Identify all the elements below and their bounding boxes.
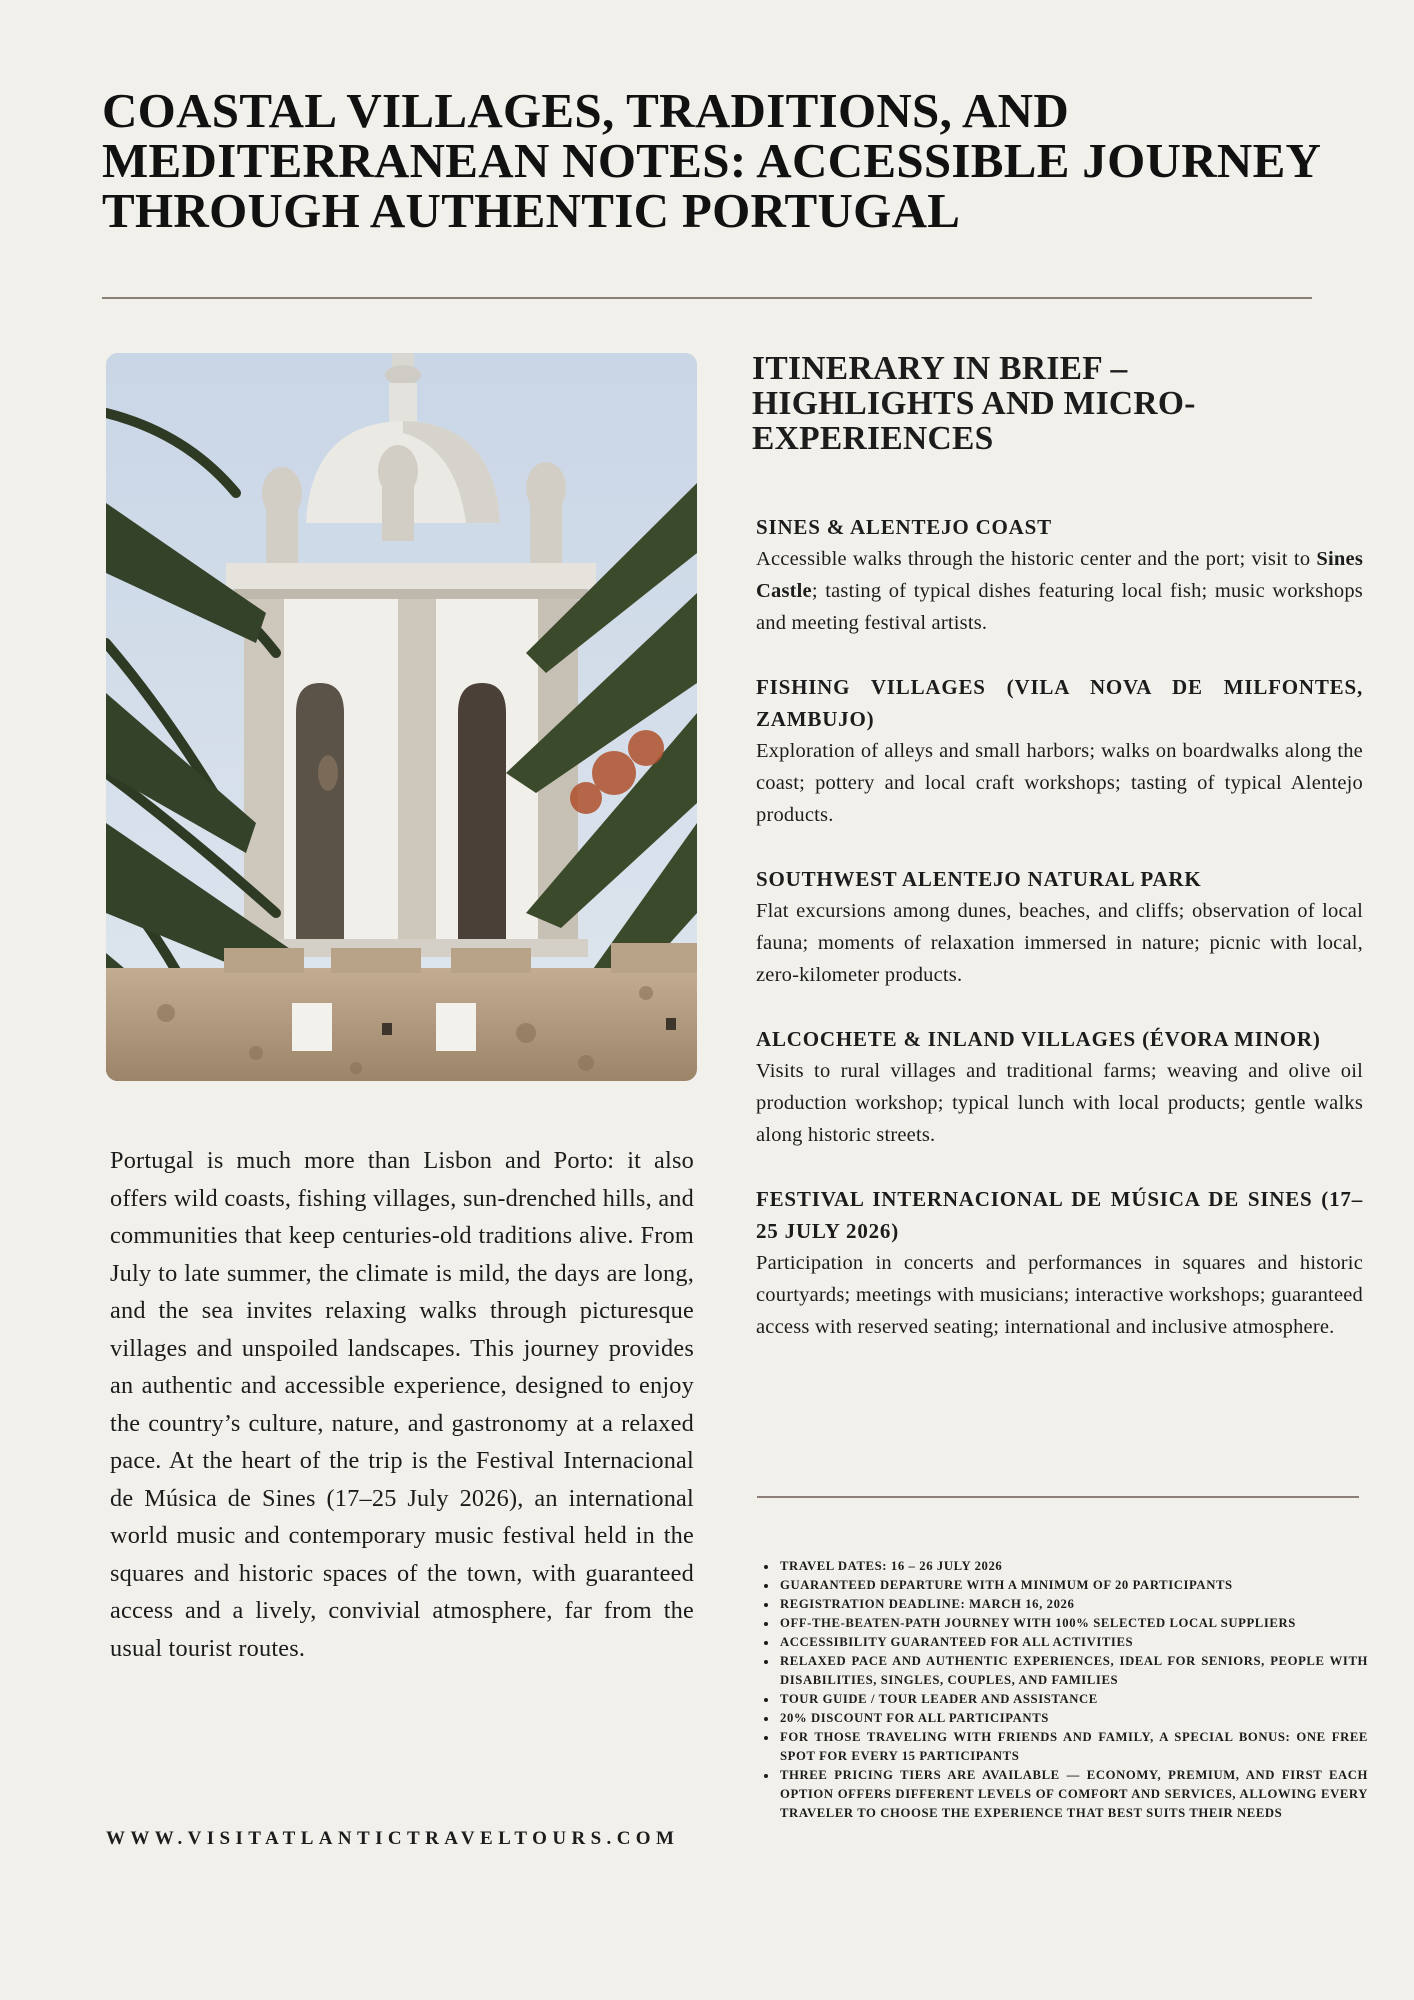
- itinerary-item-text: Participation in concerts and performances in squares and historic courtyards; meetings with musicians; interactive workshops; guaranteed access with reserved seating; international and inclusive atmosphere.: [756, 1252, 1363, 1338]
- itinerary-item-text: Exploration of alleys and small harbors; walks on boardwalks along the coast; pottery and local craft workshops; tasting of typical Alentejo products.: [756, 740, 1363, 826]
- itinerary-item-title: SOUTHWEST ALENTEJO NATURAL PARK: [756, 867, 1202, 891]
- itinerary-item-title: FESTIVAL INTERNACIONAL DE MÚSICA DE SINES (17–25 JULY 2026): [756, 1187, 1363, 1243]
- fact-item: • 20% DISCOUNT FOR ALL PARTICIPANTS: [778, 1709, 1368, 1728]
- fact-item: • OFF-THE-BEATEN-PATH JOURNEY WITH 100% SELECTED LOCAL SUPPLIERS: [778, 1614, 1368, 1633]
- fact-item: • TOUR GUIDE / TOUR LEADER AND ASSISTANCE: [778, 1690, 1368, 1709]
- itinerary-item-text: Flat excursions among dunes, beaches, and cliffs; observation of local fauna; moments of relaxation immersed in nature; picnic with local, zero-kilometer products.: [756, 900, 1363, 986]
- itinerary-item-text: Visits to rural villages and traditional farms; weaving and olive oil production workshop; typical lunch with local products; gentle walks along historic streets.: [756, 1060, 1363, 1146]
- itinerary-list: [756, 511, 1363, 1375]
- page-title: COASTAL VILLAGES, TRADITIONS, AND MEDITERRANEAN NOTES: ACCESSIBLE JOURNEY THROUGH AUTHENTIC PORTUGAL: [102, 83, 1320, 238]
- title-divider: [102, 297, 1312, 299]
- facts-divider: [757, 1496, 1359, 1498]
- fact-item: • RELAXED PACE AND AUTHENTIC EXPERIENCES, IDEAL FOR SENIORS, PEOPLE WITH DISABILITIES, SINGLES, COUPLES, AND FAMILIES: [778, 1652, 1368, 1690]
- fact-item: • REGISTRATION DEADLINE: MARCH 16, 2026: [778, 1595, 1368, 1614]
- trip-facts-list: [762, 1557, 1368, 1823]
- itinerary-item-text: Accessible walks through the historic center and the port; visit to Sines Castle; tasting of typical dishes featuring local fish; music workshops and meeting festival artists.: [756, 548, 1363, 634]
- itinerary-item-title: FISHING VILLAGES (VILA NOVA DE MILFONTES, ZAMBUJO): [756, 675, 1363, 731]
- itinerary-item-title: SINES & ALENTEJO COAST: [756, 515, 1052, 539]
- fact-item: • TRAVEL DATES: 16 – 26 JULY 2026: [778, 1557, 1368, 1576]
- itinerary-item-fishing-villages: [756, 671, 1363, 831]
- intro-paragraph: Portugal is much more than Lisbon and Porto: it also offers wild coasts, fishing villages, sun-drenched hills, and communities that keep centuries-old traditions alive. From July to late summer, the climate is mild, the days are long, and the sea invites relaxing walks through picturesque villages and unspoiled landscapes. This journey provides an authentic and accessible experience, designed to enjoy the country’s culture, nature, and gastronomy at a relaxed pace. At the heart of the trip is the Festival Internacional de Música de Sines (17–25 July 2026), an international world music and contemporary music festival held in the squares and historic spaces of the town, with guaranteed access and a lively, convivial atmosphere, far from the usual tourist routes.: [110, 1147, 694, 1662]
- sines-castle-highlight: Sines Castle: [756, 548, 1363, 602]
- fact-item: • THREE PRICING TIERS ARE AVAILABLE — ECONOMY, PREMIUM, AND FIRST EACH OPTION OFFERS DIFFERENT LEVELS OF COMFORT AND SERVICES, ALLOWING EVERY TRAVELER TO CHOOSE THE EXPERIENCE THAT BEST SUITS THEIR NEEDS: [778, 1766, 1368, 1823]
- fact-item: • ACCESSIBILITY GUARANTEED FOR ALL ACTIVITIES: [778, 1633, 1368, 1652]
- itinerary-item-alcochete: [756, 1023, 1363, 1151]
- itinerary-item-natural-park: [756, 863, 1363, 991]
- fact-item: • FOR THOSE TRAVELING WITH FRIENDS AND FAMILY, A SPECIAL BONUS: ONE FREE SPOT FOR EVERY 15 PARTICIPANTS: [778, 1728, 1368, 1766]
- itinerary-heading: ITINERARY IN BRIEF – HIGHLIGHTS AND MICRO-EXPERIENCES: [752, 350, 1196, 457]
- itinerary-item-festival: [756, 1183, 1363, 1343]
- fact-item: • GUARANTEED DEPARTURE WITH A MINIMUM OF 20 PARTICIPANTS: [778, 1576, 1368, 1595]
- bell-tower-photo: [106, 353, 697, 1081]
- itinerary-item-title: ALCOCHETE & INLAND VILLAGES (ÉVORA MINOR): [756, 1027, 1321, 1051]
- itinerary-item-sines: [756, 511, 1363, 639]
- website-link[interactable]: WWW.VISITATLANTICTRAVELTOURS.COM: [106, 1828, 680, 1849]
